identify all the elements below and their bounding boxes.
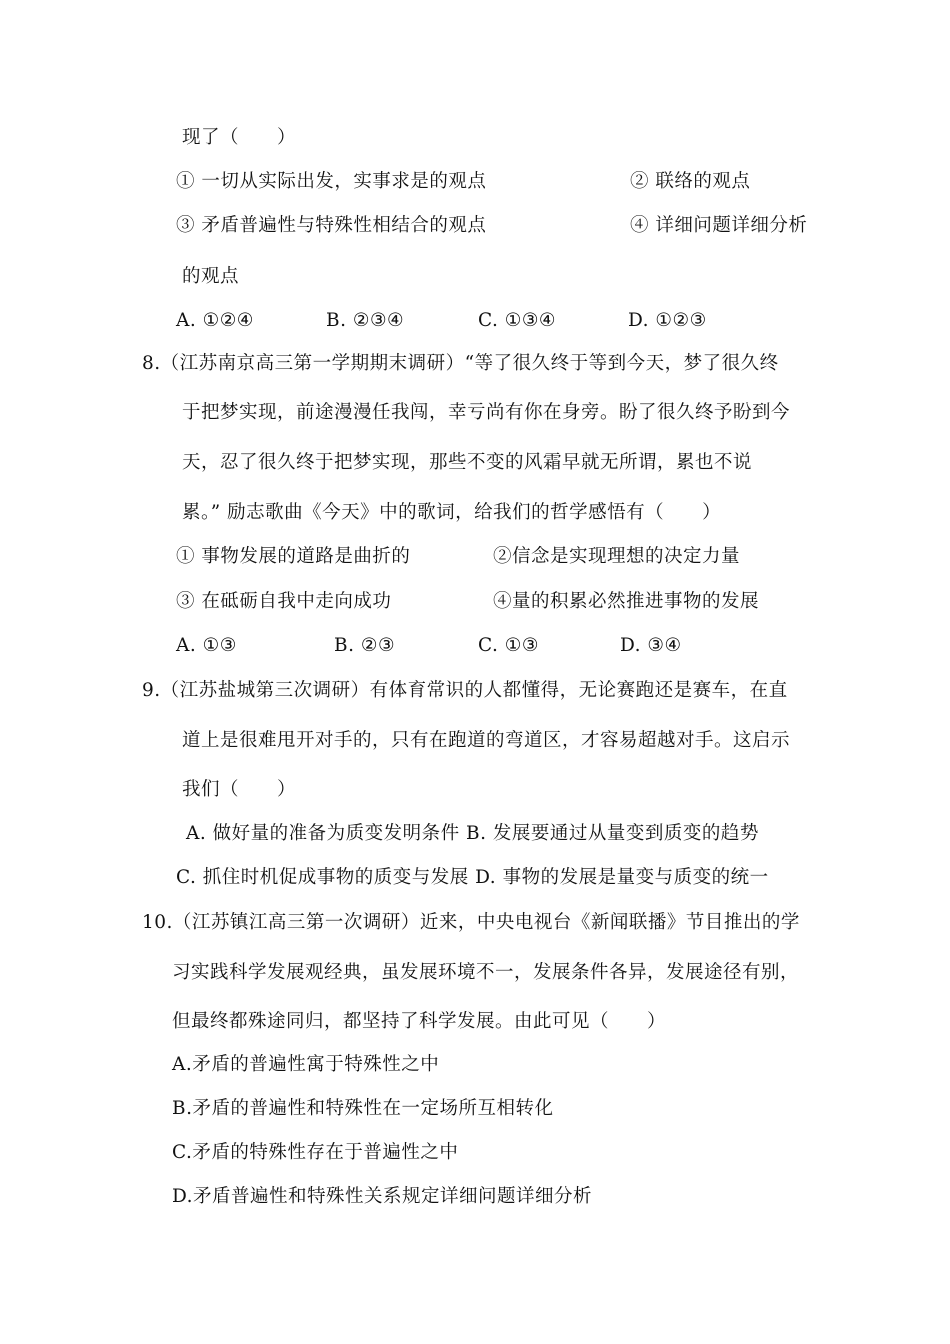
q8-option-1: ① 事物发展的道路是曲折的 [176, 546, 411, 567]
q8-choice-c: C. ①③ [478, 635, 539, 656]
q8-stem-line-4: 累。” 励志歌曲《今天》中的歌词，给我们的哲学感悟有（ ） [182, 502, 722, 523]
q7-stem-tail: 现了（ ） [182, 127, 297, 148]
q9-options-row-2: C. 抓住时机促成事物的质变与发展 D. 事物的发展是量变与质变的统一 [176, 867, 769, 888]
q10-option-b: B.矛盾的普遍性和特殊性在一定场所互相转化 [172, 1098, 554, 1119]
q10-stem-line-3: 但最终都殊途同归，都坚持了科学发展。由此可见（ ） [172, 1011, 667, 1032]
q10-option-d: D.矛盾普遍性和特殊性关系规定详细问题详细分析 [172, 1186, 593, 1207]
q7-option-4-cont: 的观点 [182, 266, 240, 287]
q8-choice-a: A. ①③ [176, 635, 237, 656]
q9-options-row-1: A. 做好量的准备为质变发明条件 B. 发展要通过从量变到质变的趋势 [186, 823, 759, 844]
q7-option-3: ③ 矛盾普遍性与特殊性相结合的观点 [176, 215, 487, 236]
q8-option-2: ②信念是实现理想的决定力量 [493, 546, 741, 567]
q8-choice-b: B. ②③ [334, 635, 396, 656]
q8-stem-line-1: 8.（江苏南京高三第一学期期末调研）“等了很久终于等到今天，梦了很久终 [142, 353, 779, 374]
q10-option-c: C.矛盾的特殊性存在于普遍性之中 [172, 1142, 459, 1163]
q8-stem-line-2: 于把梦实现，前途漫漫任我闯，幸亏尚有你在身旁。盼了很久终予盼到今 [182, 402, 791, 423]
q10-option-a: A.矛盾的普遍性寓于特殊性之中 [172, 1054, 440, 1075]
q7-choice-d: D. ①②③ [628, 310, 707, 331]
q8-stem-line-3: 天，忍了很久终于把梦实现，那些不变的风霜早就无所谓，累也不说 [182, 452, 753, 473]
q10-stem-line-1: 10.（江苏镇江高三第一次调研）近来，中央电视台《新闻联播》节目推出的学 [142, 912, 800, 933]
q7-option-1: ① 一切从实际出发，实事求是的观点 [176, 171, 487, 192]
q7-choice-c: C. ①③④ [478, 310, 557, 331]
q7-choice-b: B. ②③④ [326, 310, 405, 331]
q7-choice-a: A. ①②④ [176, 310, 254, 331]
q9-stem-line-1: 9.（江苏盐城第三次调研）有体育常识的人都懂得，无论赛跑还是赛车，在直 [142, 680, 788, 701]
q8-choice-d: D. ③④ [620, 635, 682, 656]
q8-option-4: ④量的积累必然推进事物的发展 [493, 591, 760, 612]
q9-stem-line-2: 道上是很难甩开对手的，只有在跑道的弯道区，才容易超越对手。这启示 [182, 730, 791, 751]
q9-stem-line-3: 我们（ ） [182, 779, 297, 800]
q8-option-3: ③ 在砥砺自我中走向成功 [176, 591, 392, 612]
q7-option-4: ④ 详细问题详细分析 [630, 215, 808, 236]
q7-option-2: ② 联络的观点 [630, 171, 751, 192]
q10-stem-line-2: 习实践科学发展观经典，虽发展环境不一，发展条件各异，发展途径有别， [172, 962, 800, 983]
